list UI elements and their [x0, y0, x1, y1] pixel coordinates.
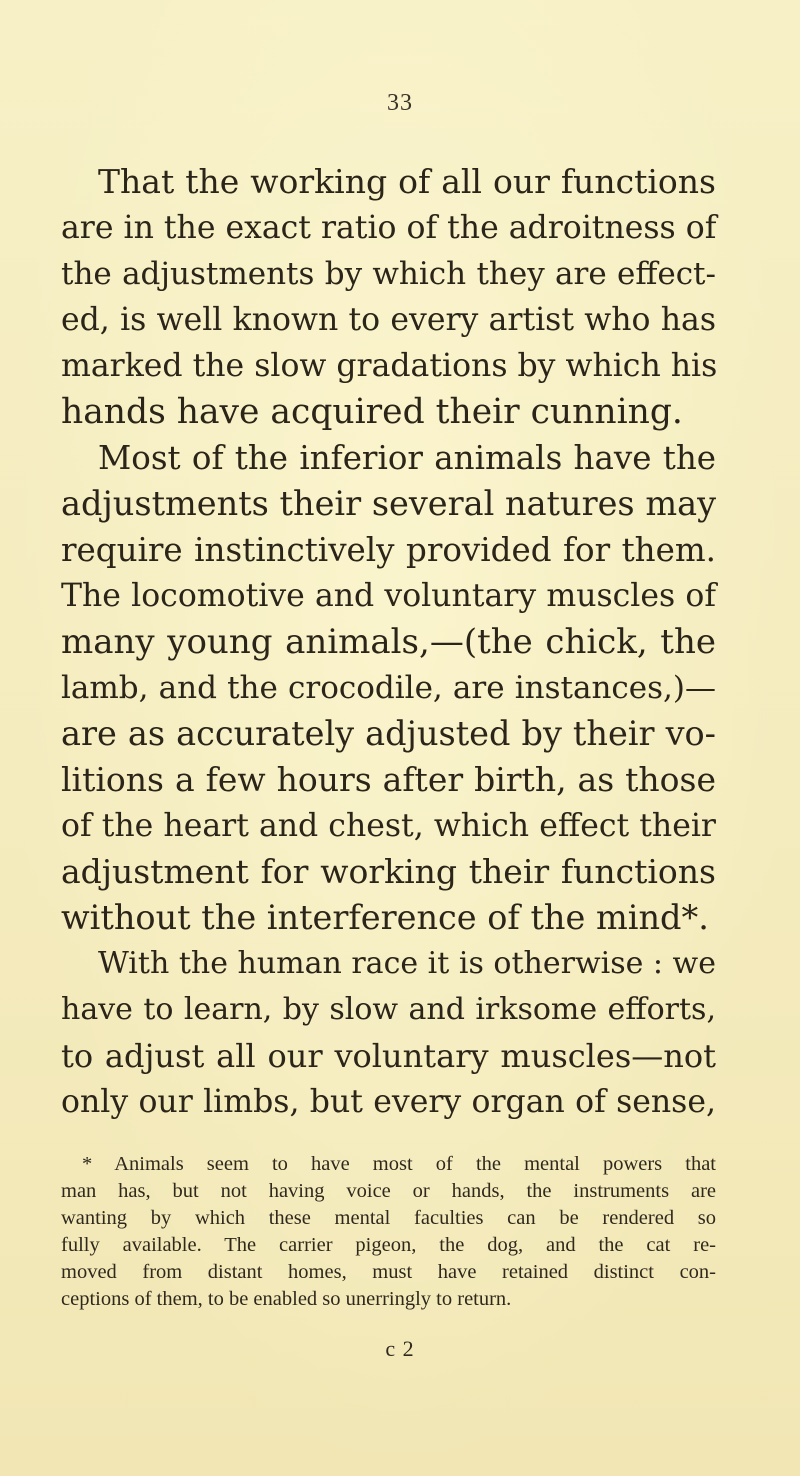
body-line: marked the slow gradations by which his — [61, 348, 718, 384]
footnote-line: moved from distant homes, must have retained distinct con- — [61, 1261, 716, 1283]
body-line: only our limbs, but every organ of sense, — [61, 1084, 716, 1120]
body-line: The locomotive and voluntary muscles of — [61, 578, 716, 614]
body-line: That the working of all our functions — [98, 162, 716, 201]
footnote-line: ceptions of them, to be enabled so unerringly to return. — [61, 1288, 512, 1310]
body-line: adjustments their several natures may — [61, 484, 716, 523]
body-line: are in the exact ratio of the adroitness of — [61, 210, 717, 246]
body-line: many young animals,—(the chick, the — [61, 622, 716, 662]
footnote-line: man has, but not having voice or hands, the instruments are — [61, 1180, 716, 1202]
body-line: hands have acquired their cunning. — [61, 392, 683, 432]
footnote-line: fully available. The carrier pigeon, the dog, and the cat re- — [61, 1234, 716, 1256]
body-line: have to learn, by slow and irksome efforts, — [61, 992, 716, 1027]
body-line: adjustment for working their functions — [61, 852, 716, 891]
body-line: require instinctively provided for them. — [61, 531, 716, 569]
body-line: Most of the inferior animals have the — [98, 439, 716, 477]
body-line: lamb, and the crocodile, are instances,)— — [61, 670, 716, 706]
footnote-line: * Animals seem to have most of the mental powers that — [82, 1153, 716, 1175]
body-line: litions a few hours after birth, as those — [61, 760, 716, 799]
footnote-line: wanting by which these mental faculties can be rendered so — [61, 1207, 716, 1229]
page-number: 33 — [387, 90, 413, 116]
body-line: are as accurately adjusted by their vo- — [61, 714, 716, 753]
body-line: the adjustments by which they are effect- — [61, 256, 716, 292]
signature-mark: c 2 — [385, 1336, 415, 1361]
body-line: to adjust all our voluntary muscles—not — [61, 1037, 716, 1075]
body-line: of the heart and chest, which effect their — [61, 808, 716, 844]
body-line: ed, is well known to every artist who has — [61, 302, 716, 338]
body-line: With the human race it is otherwise : we — [98, 946, 716, 981]
body-line: without the interference of the mind*. — [61, 898, 709, 937]
